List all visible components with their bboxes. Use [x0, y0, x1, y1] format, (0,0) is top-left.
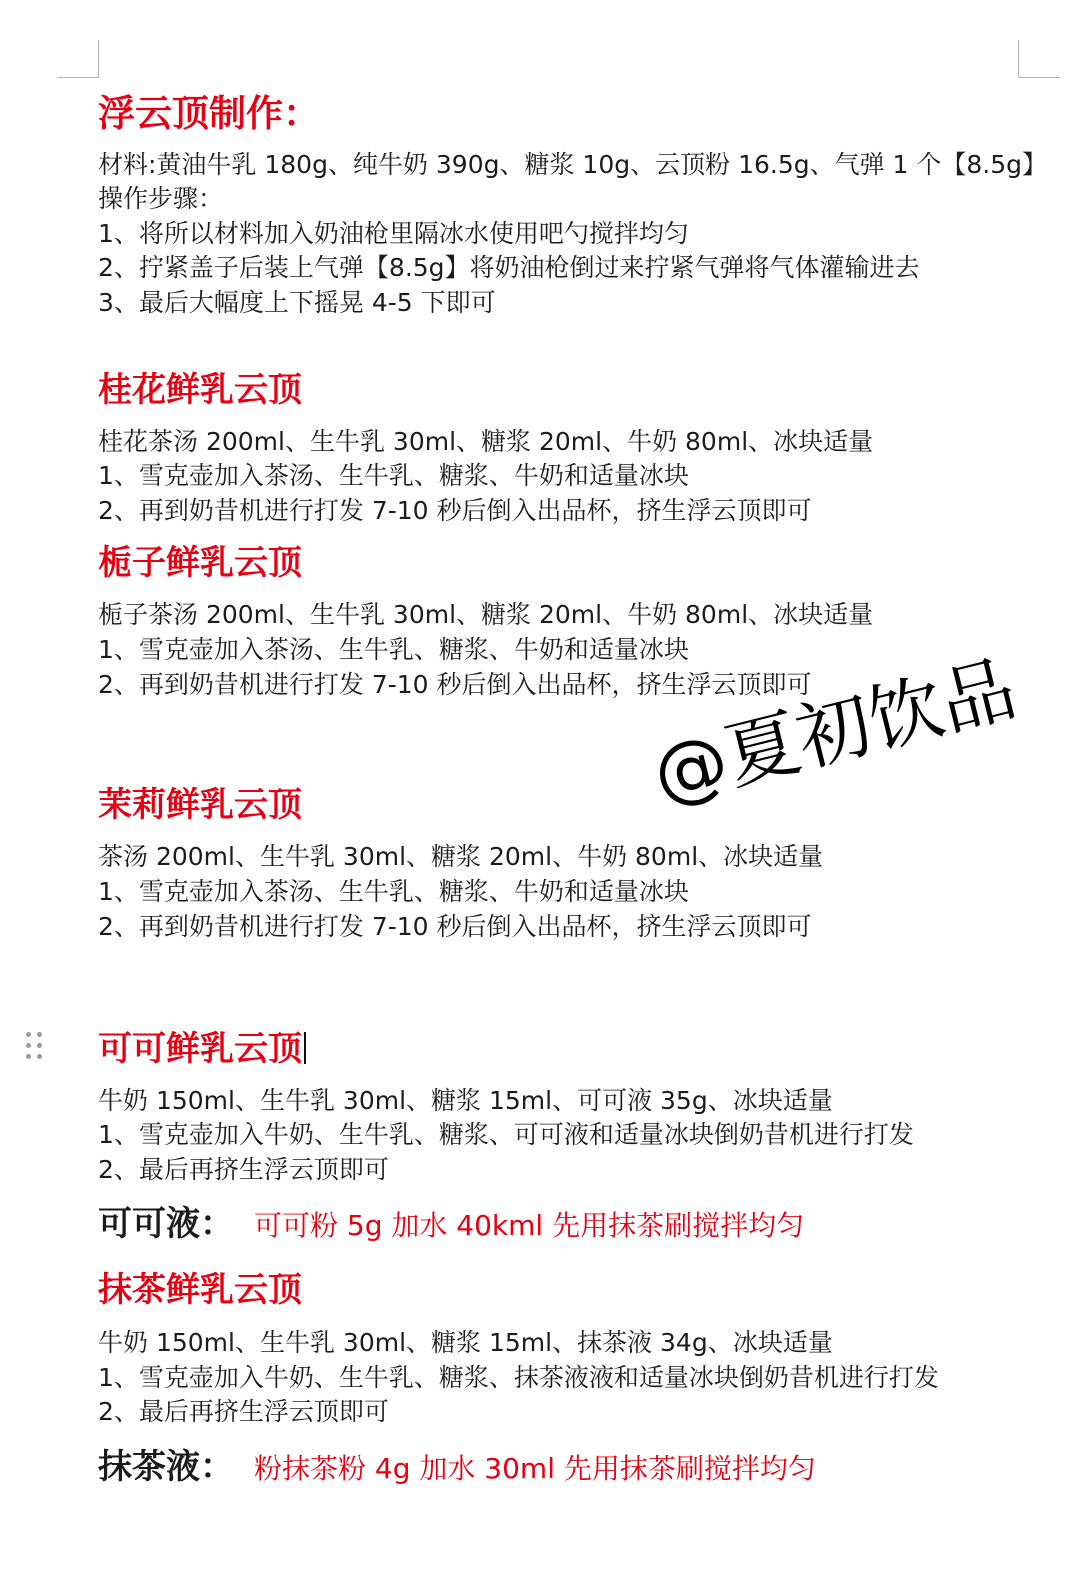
section-title-guihua: 桂花鲜乳云顶 — [98, 370, 302, 410]
text-line: 2、最后再挤生浮云顶即可 — [98, 1397, 389, 1426]
section-title-keke[interactable] — [98, 1028, 306, 1070]
text-line: 操作步骤： — [98, 184, 224, 213]
text-line: 1、将所以材料加入奶油枪里隔冰水使用吧勺搅拌均匀 — [98, 219, 689, 248]
mocha-liquid-note — [98, 1446, 816, 1490]
margin-mark-top-right-v — [1018, 40, 1019, 78]
section-title-moli: 茉莉鲜乳云顶 — [98, 785, 302, 825]
keke-liquid-note — [98, 1203, 804, 1247]
text-line: 2、拧紧盖子后装上气弹【8.5g】将奶油枪倒过来拧紧气弹将气体灌输进去 — [98, 253, 920, 282]
watermark-text: @夏初饮品 — [644, 645, 1025, 819]
text-line: 牛奶 150ml、生牛乳 30ml、糖浆 15ml、可可液 35g、冰块适量 — [98, 1086, 833, 1115]
text-line: 1、雪克壶加入茶汤、生牛乳、糖浆、牛奶和适量冰块 — [98, 461, 689, 490]
mocha-liquid-text: 粉抹茶粉 4g 加水 30ml 先用抹茶刷搅拌均匀 — [254, 1452, 816, 1485]
text-line: 桂花茶汤 200ml、生牛乳 30ml、糖浆 20ml、牛奶 80ml、冰块适量 — [98, 427, 874, 456]
section-title-mocha: 抹茶鲜乳云顶 — [98, 1270, 302, 1310]
text-line: 2、最后再挤生浮云顶即可 — [98, 1155, 389, 1184]
section-title-keke-text: 可可鲜乳云顶 — [98, 1029, 302, 1069]
mocha-liquid-label: 抹茶液： — [98, 1447, 234, 1487]
text-line: 2、再到奶昔机进行打发 7-10 秒后倒入出品杯，挤生浮云顶即可 — [98, 912, 812, 941]
section-title-zhizi: 栀子鲜乳云顶 — [98, 543, 302, 583]
text-line: 牛奶 150ml、生牛乳 30ml、糖浆 15ml、抹茶液 34g、冰块适量 — [98, 1328, 833, 1357]
keke-liquid-text: 可可粉 5g 加水 40kml 先用抹茶刷搅拌均匀 — [254, 1209, 805, 1242]
text-line: 1、雪克壶加入茶汤、生牛乳、糖浆、牛奶和适量冰块 — [98, 877, 689, 906]
text-line: 3、最后大幅度上下摇晃 4-5 下即可 — [98, 288, 496, 317]
section-title-fuyun: 浮云顶制作： — [98, 91, 320, 135]
text-line: 材料:黄油牛乳 180g、纯牛奶 390g、糖浆 10g、云顶粉 16.5g、气弹 1 个【8.5g】 — [98, 150, 1048, 179]
text-line: 栀子茶汤 200ml、生牛乳 30ml、糖浆 20ml、牛奶 80ml、冰块适量 — [98, 600, 874, 629]
text-line: 1、雪克壶加入茶汤、生牛乳、糖浆、牛奶和适量冰块 — [98, 635, 689, 664]
keke-liquid-label: 可可液： — [98, 1204, 234, 1244]
text-line: 1、雪克壶加入牛奶、生牛乳、糖浆、可可液和适量冰块倒奶昔机进行打发 — [98, 1120, 914, 1149]
margin-mark-top-left-h — [58, 77, 99, 78]
text-cursor — [304, 1032, 306, 1064]
text-line: 2、再到奶昔机进行打发 7-10 秒后倒入出品杯，挤生浮云顶即可 — [98, 496, 812, 525]
margin-mark-top-left-v — [98, 40, 99, 78]
text-line: 2、再到奶昔机进行打发 7-10 秒后倒入出品杯，挤生浮云顶即可 — [98, 670, 812, 699]
margin-mark-top-right-h — [1018, 77, 1060, 78]
text-line: 1、雪克壶加入牛奶、生牛乳、糖浆、抹茶液液和适量冰块倒奶昔机进行打发 — [98, 1363, 939, 1392]
drag-handle-icon[interactable] — [26, 1032, 44, 1060]
text-line: 茶汤 200ml、生牛乳 30ml、糖浆 20ml、牛奶 80ml、冰块适量 — [98, 842, 824, 871]
